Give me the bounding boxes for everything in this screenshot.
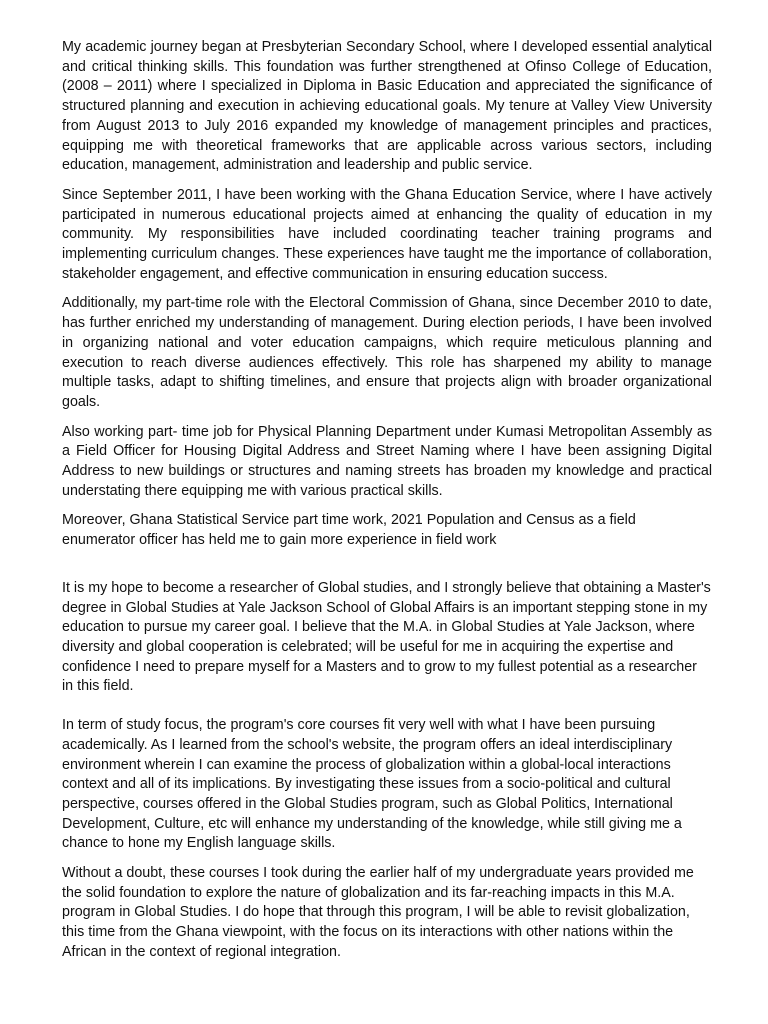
paragraph-electoral-commission: Additionally, my part-time role with the Electoral Commission of Ghana, since December 2010 to date, has further enriched my understanding of management. During election periods, I have been involved in organizing national and voter education campaigns, which require meticulous planning and execution to reach diverse audiences effectively. This role has sharpened my ability to manage multiple tasks, adapt to shifting timelines, and ensure that projects align with broader organizational goals. [62,295,712,410]
paragraph-ghana-education-service: Since September 2011, I have been working with the Ghana Education Service, where I have actively participated in numerous educational projects aimed at enhancing the quality of education in my community. My responsibilities have included coordinating teacher training programs and implementing curriculum changes. These experiences have taught me the importance of collaboration, stakeholder engagement, and effective communication in ensuring education success. [62,186,712,282]
paragraph-study-focus: In term of study focus, the program's core courses fit very well with what I have been pursuing academically. As I learned from the school's website, the program offers an ideal interdisciplinary environment wherein I can examine the process of globalization within a global-local interactions context and all of its implications. By investigating these issues from a socio-political and cultural perspective, courses offered in the Global Studies program, such as Global Politics, International Development, Culture, etc will enhance my understanding of the knowledge, while still giving me a chance to hone my English language skills. [62,717,682,852]
paragraph-conclusion: Without a doubt, these courses I took during the earlier half of my undergraduate years provided me the solid foundation to explore the nature of globalization and its far-reaching impacts in this M.A. program in Global Studies. I do hope that through this program, I will be able to revisit globalization, this time from the Ghana viewpoint, with the focus on its interactions with other nations within the African in the context of regional integration. [62,865,694,960]
paragraph-research-goal: It is my hope to become a researcher of Global studies, and I strongly believe that obtaining a Master's degree in Global Studies at Yale Jackson School of Global Affairs is an important stepping stone in my education to pursue my career goal. I believe that the M.A. in Global Studies at Yale Jackson, where diversity and global cooperation is celebrated; will be useful for me in acquiring the expertise and confidence I need to prepare myself for a Masters and to grow to my fullest potential as a researcher in this field. [62,579,711,695]
paragraph-statistical-service: Moreover, Ghana Statistical Service part time work, 2021 Population and Census as a field enumerator officer has held me to gain more experience in field work [62,512,636,549]
paragraph-academic-journey: My academic journey began at Presbyterian Secondary School, where I developed essential analytical and critical thinking skills. This foundation was further strengthened at Ofinso College of Education, (2008 – 2011) where I specialized in Diploma in Basic Education and appreciated the significance of structured planning and execution in achieving educational goals. My tenure at Valley View University from August 2013 to July 2016 expanded my knowledge of management principles and practices, equipping me with theoretical frameworks that are applicable across various sectors, including education, management, administration and leadership and public service. [62,39,712,174]
paragraph-physical-planning: Also working part- time job for Physical Planning Department under Kumasi Metropolitan Assembly as a Field Officer for Housing Digital Address and Street Naming where I have been assigning Digital Address to new buildings or structures and naming streets has broaden my knowledge and practical understating there equipping me with various practical skills. [62,423,712,499]
